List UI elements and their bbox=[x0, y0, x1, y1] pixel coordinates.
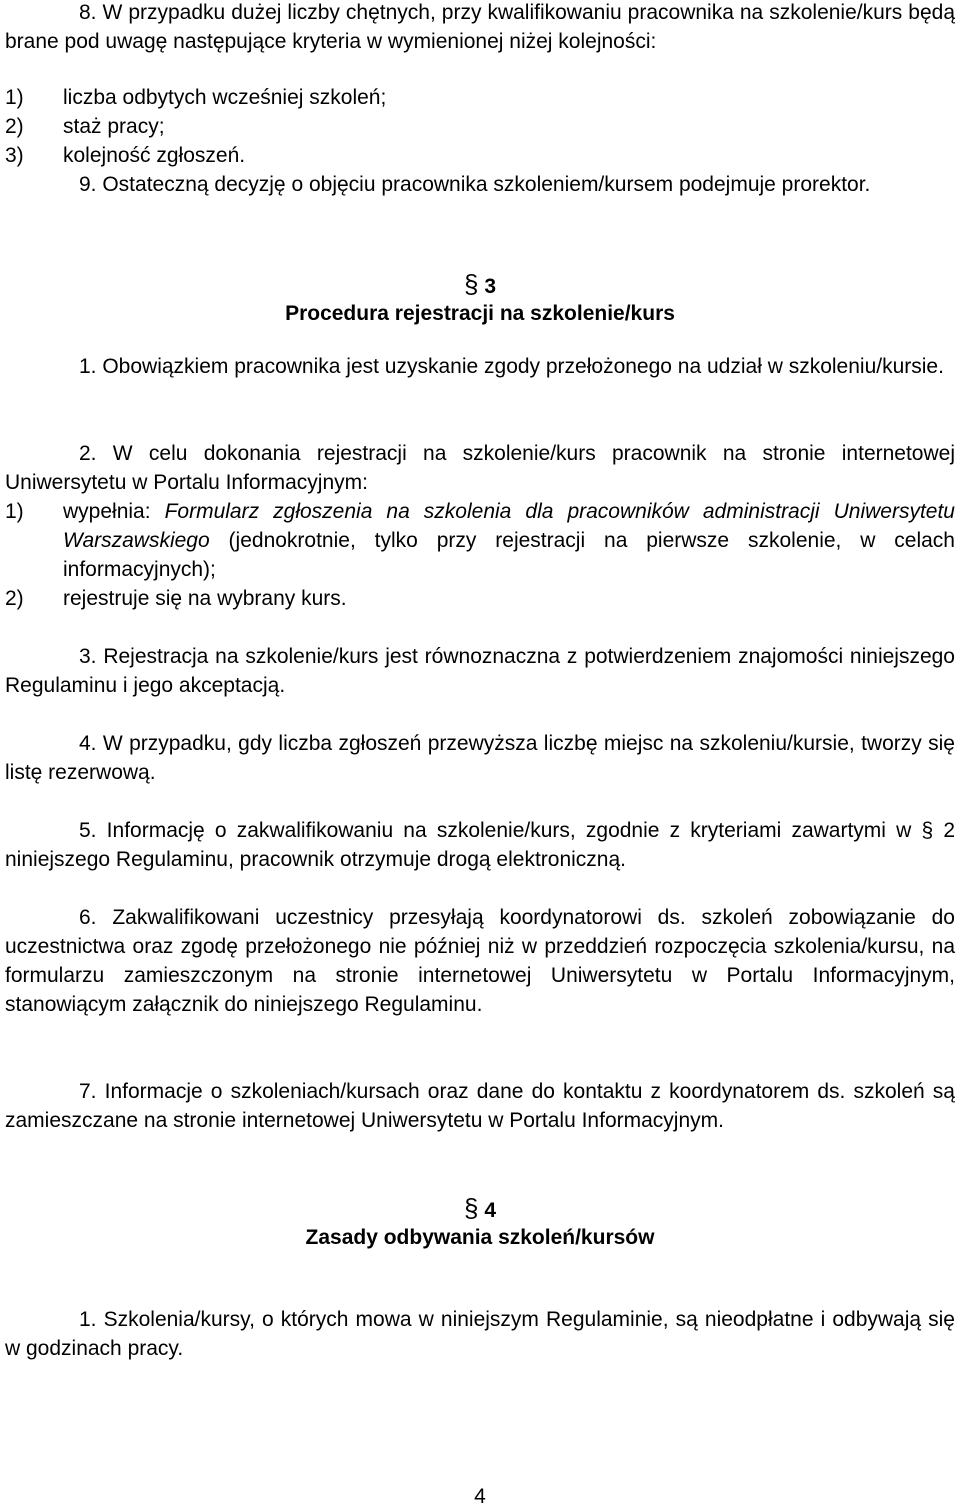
list-number: 1) bbox=[5, 500, 24, 523]
section-number: 4 bbox=[484, 1199, 496, 1222]
section-3-paragraph-4: 4. W przypadku, gdy liczba zgłoszeń przewyższa liczbę miejsc na szkoleniu/kursie, tworzy się listę rezerwową. bbox=[5, 732, 955, 784]
list-text: rejestruje się na wybrany kurs. bbox=[63, 587, 347, 610]
section-3-heading-number bbox=[0, 270, 960, 301]
section-symbol: § bbox=[464, 269, 479, 299]
section-4-title: Zasady odbywania szkoleń/kursów bbox=[305, 1226, 655, 1249]
form-title: Formularz zgłoszenia na szkolenia dla pracowników administracji Uniwersytetu Warszawskiego bbox=[63, 500, 955, 552]
list-number: 1) bbox=[5, 86, 24, 109]
paragraph-8: 8. W przypadku dużej liczby chętnych, przy kwalifikowaniu pracownika na szkolenie/kurs będą brane pod uwagę następujące kryteria w wymienionej niżej kolejności: bbox=[5, 1, 955, 53]
page-number: 4 bbox=[474, 1485, 486, 1508]
list-text: staż pracy; bbox=[63, 115, 165, 138]
section-3-paragraph-5: 5. Informację o zakwalifikowaniu na szkolenie/kurs, zgodnie z kryteriami zawartymi w § 2 niniejszego Regulaminu, pracownik otrzymuje drogą elektroniczną. bbox=[5, 819, 955, 871]
list-number: 2) bbox=[5, 587, 24, 610]
list-number: 3) bbox=[5, 144, 24, 167]
section-3-paragraph-2: 2. W celu dokonania rejestracji na szkolenie/kurs pracownik na stronie internetowej Uniwersytetu w Portalu Informacyjnym: bbox=[5, 442, 955, 494]
section-number: 3 bbox=[484, 275, 496, 298]
list-number: 2) bbox=[5, 115, 24, 138]
section-3-paragraph-1: 1. Obowiązkiem pracownika jest uzyskanie zgody przełożonego na udział w szkoleniu/kursie. bbox=[79, 355, 944, 378]
section-3-paragraph-3: 3. Rejestracja na szkolenie/kurs jest równoznaczna z potwierdzeniem znajomości niniejszego Regulaminu i jego akceptacją. bbox=[5, 645, 955, 697]
section-3-paragraph-7: 7. Informacje o szkoleniach/kursach oraz dane do kontaktu z koordynatorem ds. szkoleń są zamieszczane na stronie internetowej Uniwersytetu w Portalu Informacyjnym. bbox=[5, 1080, 955, 1132]
section-4-heading-number bbox=[0, 1194, 960, 1225]
section-3-paragraph-6: 6. Zakwalifikowani uczestnicy przesyłają koordynatorowi ds. szkoleń zobowiązanie do uczestnictwa oraz zgodę przełożonego nie później niż w przeddzień rozpoczęcia szkolenia/kursu, na formularzu zamieszczonym na stronie internetowej Uniwersytetu w Portalu Informacyjnym, stanowiącym załącznik do niniejszego Regulaminu. bbox=[5, 906, 955, 1016]
list-text: kolejność zgłoszeń. bbox=[63, 144, 246, 167]
paragraph-9: 9. Ostateczną decyzję o objęciu pracownika szkoleniem/kursem podejmuje prorektor. bbox=[79, 173, 871, 196]
list-text: wypełnia: Formularz zgłoszenia na szkolenia dla pracowników administracji Uniwersytetu Warszawskiego (jednokrotnie, tylko przy rejestracji na pierwsze szkolenie, w celach informacyjnych); bbox=[63, 500, 955, 581]
list-text: liczba odbytych wcześniej szkoleń; bbox=[63, 86, 387, 109]
section-3-title: Procedura rejestracji na szkolenie/kurs bbox=[285, 302, 675, 325]
section-symbol: § bbox=[464, 1193, 479, 1223]
section-4-paragraph-1: 1. Szkolenia/kursy, o których mowa w niniejszym Regulaminie, są nieodpłatne i odbywają się w godzinach pracy. bbox=[5, 1308, 955, 1360]
